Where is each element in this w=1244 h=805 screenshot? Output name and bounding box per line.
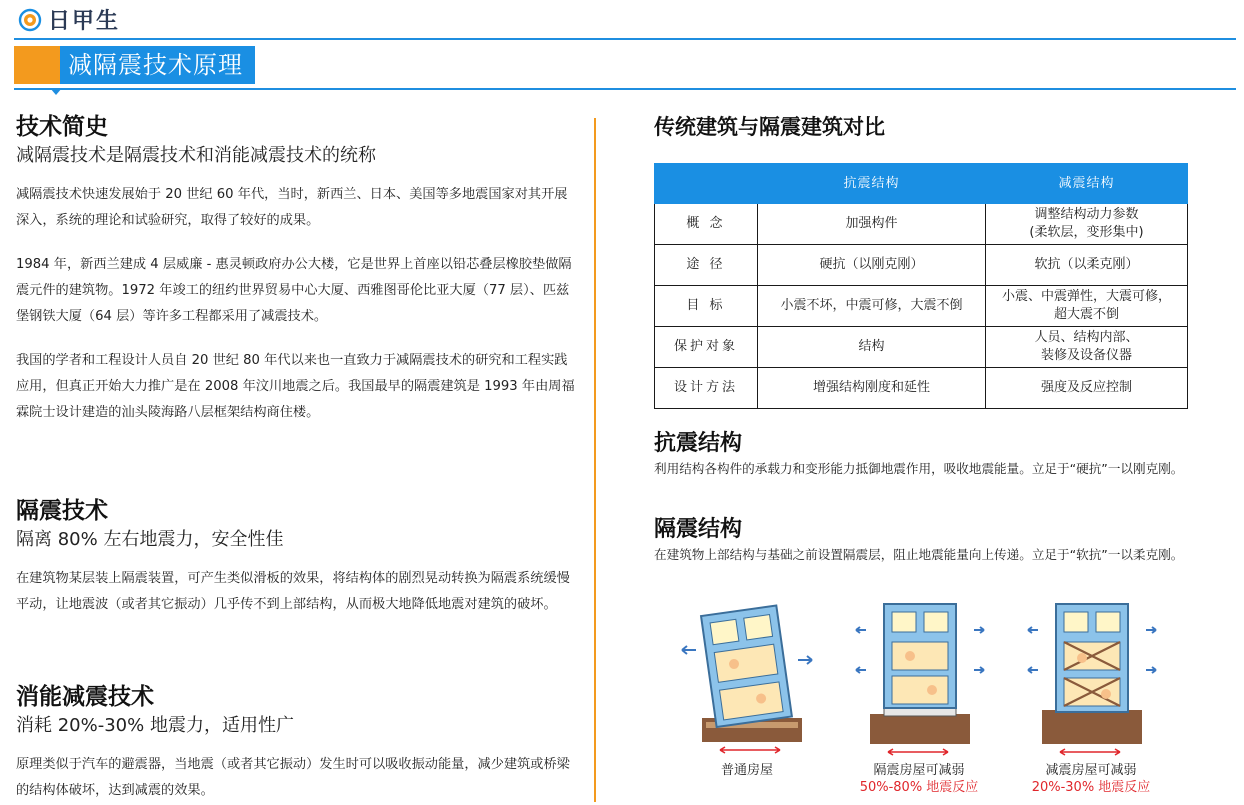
section-body (16, 182, 576, 426)
table-cell: 调整结构动力参数 (柔软层，变形集中) (986, 204, 1188, 245)
caption-line: 减震房屋可减弱 (1045, 763, 1137, 778)
right-column (654, 112, 1234, 795)
section-body (16, 752, 576, 804)
paragraph: 原理类似于汽车的避震器，当地震（或者其它振动）发生时可以吸收振动能量，减少建筑或桥梁的结构体破坏，达到减震的效果。 (16, 757, 570, 798)
isolated-building (844, 590, 994, 800)
table-header-blank (655, 164, 758, 204)
table-header: 抗震结构 (758, 164, 986, 204)
logo-text: 日甲生 (48, 9, 121, 34)
section-subtitle: 减隔震技术是隔震技术和消能减震技术的统称 (16, 145, 376, 166)
damped-building-illustration (1016, 590, 1166, 760)
table-cell: 增强结构刚度和延性 (758, 368, 986, 409)
building-illustrations (654, 590, 1214, 800)
caption-highlight: 50%-80% 地震反应 (859, 780, 979, 795)
section-body (16, 566, 576, 618)
concept-text: 利用结构各构件的承载力和变形能力抵御地震作用，吸收地震能量。立足于“硬抗”一以刚克刚。 (654, 461, 1184, 476)
section-damping (16, 682, 576, 805)
paragraph: 1984 年，新西兰建成 4 层威廉 - 惠灵顿政府办公大楼，它是世界上首座以铅芯叠层橡胶垫做隔震元件的建筑物。1972 年竣工的纽约世界贸易中心大厦、西雅图哥伦比亚大厦（77 层）、匹兹堡钢铁大厦（64 层）等许多工程都采用了减震技术。 (16, 257, 572, 324)
building-caption (1016, 762, 1166, 796)
row-header: 目 标 (655, 286, 758, 327)
section-title: 隔震技术 (16, 498, 108, 524)
table-cell: 软抗（以柔克刚） (986, 245, 1188, 286)
table-row (655, 286, 1188, 327)
table-cell: 加强构件 (758, 204, 986, 245)
section-history (16, 112, 576, 444)
isolated-building-illustration (844, 590, 994, 760)
section-subtitle: 消耗 20%-30% 地震力，适用性广 (16, 715, 294, 736)
column-divider (594, 118, 596, 802)
paragraph: 减隔震技术快速发展始于 20 世纪 60 年代，当时，新西兰、日本、美国等多地震国家对其开展深入，系统的理论和试验研究，取得了较好的成果。 (16, 187, 568, 228)
caption-line: 隔震房屋可减弱 (873, 763, 965, 778)
concept-isolation (654, 516, 1214, 566)
table-row (655, 327, 1188, 368)
building-caption (844, 762, 994, 796)
section-subtitle: 隔离 80% 左右地震力，安全性佳 (16, 529, 284, 550)
concept-title: 抗震结构 (654, 431, 743, 456)
caption-line: 普通房屋 (720, 763, 773, 778)
table-cell: 结构 (758, 327, 986, 368)
building-caption (672, 762, 822, 779)
compare-title: 传统建筑与隔震建筑对比 (654, 115, 885, 139)
section-title: 技术简史 (16, 114, 108, 140)
table-cell: 小震、中震弹性，大震可修， 超大震不倒 (986, 286, 1188, 327)
page-title-bar (14, 46, 255, 84)
concept-seismic (654, 430, 1214, 480)
damped-building (1016, 590, 1166, 800)
row-header: 设计方法 (655, 368, 758, 409)
brand-logo (18, 4, 120, 35)
caption-highlight: 20%-30% 地震反应 (1031, 780, 1151, 795)
table-row (655, 245, 1188, 286)
section-isolation (16, 496, 576, 636)
paragraph: 在建筑物某层装上隔震装置，可产生类似滑板的效果，将结构体的剧烈晃动转换为隔震系统缓慢平动，让地震波（或者其它振动）几乎传不到上部结构，从而极大地降低地震对建筑的破坏。 (16, 571, 570, 612)
title-accent (14, 46, 60, 84)
logo-icon (18, 8, 42, 32)
table-cell: 人员、结构内部、 装修及设备仪器 (986, 327, 1188, 368)
title-notch (50, 88, 62, 95)
paragraph: 我国的学者和工程设计人员自 20 世纪 80 年代以来也一直致力于减隔震技术的研究和工程实践应用，但真正开始大力推广是在 2008 年汶川地震之后。我国最早的隔震建筑是 1993 年由周福霖院士设计建造的汕头陵海路八层框架结构商住楼。 (16, 353, 575, 420)
table-row (655, 368, 1188, 409)
ordinary-building (672, 590, 822, 800)
table-header-row (655, 164, 1188, 204)
table-row (655, 204, 1188, 245)
table-cell: 小震不坏，中震可修，大震不倒 (758, 286, 986, 327)
row-header: 保护对象 (655, 327, 758, 368)
row-header: 概 念 (655, 204, 758, 245)
row-header: 途 径 (655, 245, 758, 286)
ordinary-building-illustration (672, 590, 822, 760)
table-cell: 硬抗（以刚克刚） (758, 245, 986, 286)
section-title: 消能减震技术 (16, 684, 154, 710)
table-cell: 强度及反应控制 (986, 368, 1188, 409)
header-divider (14, 38, 1236, 40)
table-header: 减震结构 (986, 164, 1188, 204)
page-title: 减隔震技术原理 (60, 46, 255, 84)
concept-text: 在建筑物上部结构与基础之前设置隔震层，阻止地震能量向上传递。立足于“软抗”一以柔克刚。 (654, 547, 1184, 562)
concept-title: 隔震结构 (654, 517, 743, 542)
title-underline (14, 88, 1236, 90)
comparison-table (654, 163, 1188, 409)
